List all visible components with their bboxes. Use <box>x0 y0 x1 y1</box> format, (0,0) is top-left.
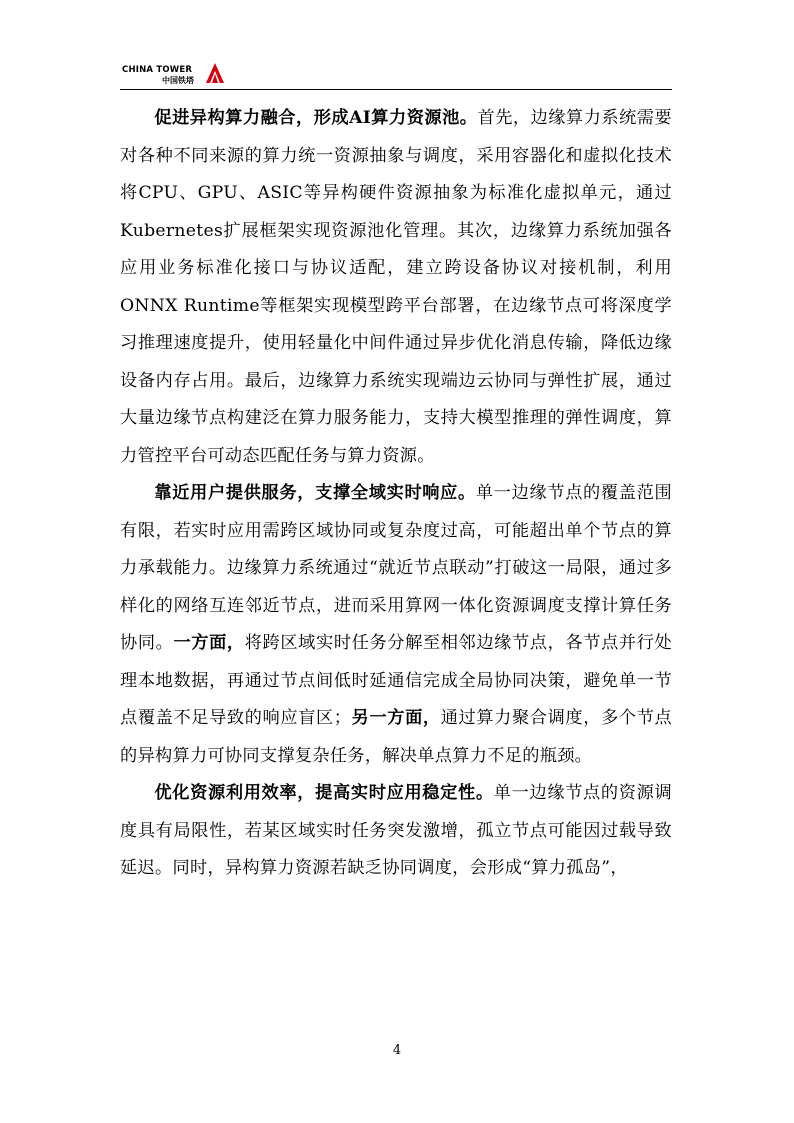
company-logo-text <box>122 66 194 85</box>
header-divider <box>120 89 672 90</box>
paragraph-near-user-service <box>120 475 672 775</box>
paragraph-text: 首先，边缘算力系统需要对各种不同来源的算力统一资源抽象与调度，采用容器化和虚拟化技术将CPU、GPU、ASIC等异构硬件资源抽象为标准化虚拟单元，通过Kubernetes扩展框架实现资源池化管理。其次，边缘算力系统加强各应用业务标准化接口与协议适配，建立跨设备协议对接机制，利用ONNX Runtime等框架实现模型跨平台部署，在边缘节点可将深度学习推理速度提升，使用轻量化中间件通过异步优化消息传输，降低边缘设备内存占用。最后，边缘算力系统实现端边云协同与弹性扩展，通过大量边缘节点构建泛在算力服务能力，支持大模型推理的弹性调度，算力管控平台可动态匹配任务与算力资源。 <box>120 108 672 466</box>
paragraph-text: 通过算力聚合调度，多个节点的异构算力可协同支撑复杂任务，解决单点算力不足的瓶颈。 <box>120 708 673 766</box>
paragraph-text: 单一边缘节点的资源调度具有局限性，若某区域实时任务突发激增，孤立节点可能因过载导致延迟。同时，异构算力资源若缺乏协同调度，会形成“算力孤岛”， <box>120 783 672 878</box>
page-header <box>120 58 672 92</box>
paragraph-resource-efficiency <box>120 775 672 888</box>
paragraph-lead: 靠近用户提供服务，支撑全域实时响应。 <box>154 483 476 503</box>
logo-chinese-name: 中国铁塔 <box>162 75 194 85</box>
china-tower-logo-icon <box>204 61 226 85</box>
logo-english-name: CHINA TOWER <box>122 65 193 75</box>
paragraph-text: 将跨区域实时任务分解至相邻边缘节点，各节点并行处理本地数据，再通过节点间低时延通信完成全局协同决策，避免单一节点覆盖不足导致的响应盲区； <box>120 633 673 728</box>
paragraph-lead: 促进异构算力融合，形成AI算力资源池。 <box>154 108 478 128</box>
paragraph-text: 单一边缘节点的覆盖范围有限，若实时应用需跨区域协同或复杂度过高，可能超出单个节点的算力承载能力。边缘算力系统通过“就近节点联动”打破这一局限，通过多样化的网络互连邻近节点，进而采用算网一体化资源调度支撑计算任务协同。 <box>120 483 672 653</box>
paragraph-lead: 优化资源利用效率，提高实时应用稳定性。 <box>154 783 494 803</box>
document-body <box>120 100 672 888</box>
emphasis-on-one-hand: 一方面， <box>173 633 245 653</box>
paragraph-heterogeneous-compute <box>120 100 672 475</box>
emphasis-on-other-hand: 另一方面， <box>351 708 441 728</box>
page-number: 4 <box>392 1043 402 1058</box>
